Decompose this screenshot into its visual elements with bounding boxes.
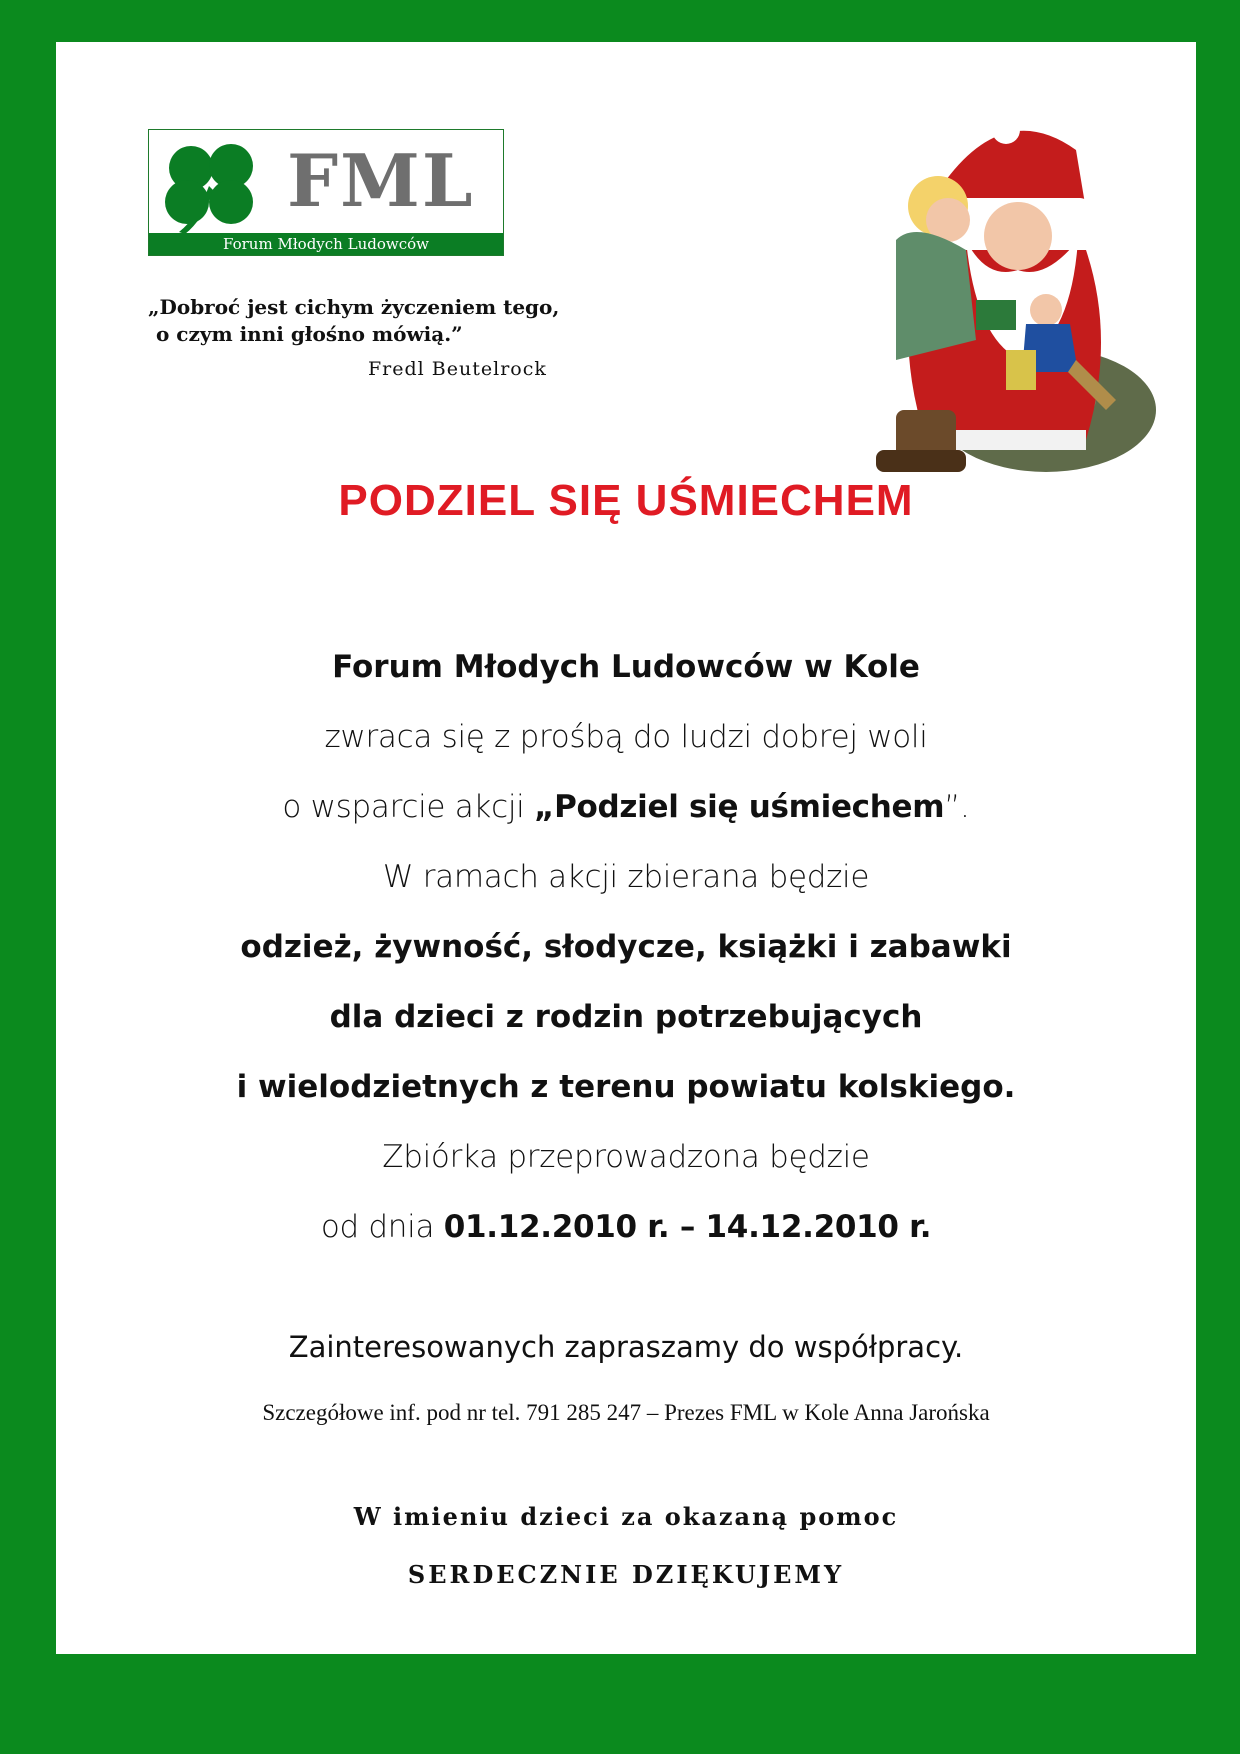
body-line-3 bbox=[56, 772, 1196, 842]
body-line-2: zwraca się z prośbą do ludzi dobrej woli bbox=[324, 719, 928, 755]
body-line-7: i wielodzietnych z terenu powiatu kolskiego. bbox=[236, 1069, 1016, 1105]
quote-line-1: „Dobroć jest cichym życzeniem tego, bbox=[148, 295, 560, 319]
body-line-5: odzież, żywność, słodycze, książki i zabawki bbox=[240, 929, 1012, 965]
body-line-3-post: ”. bbox=[944, 789, 970, 825]
clover-icon bbox=[157, 138, 267, 234]
appeal-text bbox=[56, 632, 1196, 1262]
body-line-4: W ramach akcji zbierana będzie bbox=[382, 859, 870, 895]
body-line-3-action: „Podziel się uśmiechem bbox=[534, 789, 945, 825]
body-line-9 bbox=[56, 1192, 1196, 1262]
quote bbox=[148, 294, 668, 348]
santa-illustration bbox=[856, 110, 1196, 490]
contact-details: Szczegółowe inf. pod nr tel. 791 285 247 – Prezes FML w Kole Anna Jarońska bbox=[262, 1400, 990, 1425]
thanks-line-2: SERDECZNIE DZIĘKUJEMY bbox=[407, 1560, 845, 1589]
headline: PODZIEL SIĘ UŚMIECHEM bbox=[338, 476, 914, 525]
thanks-line-1: W imieniu dzieci za okazaną pomoc bbox=[353, 1502, 899, 1531]
body-line-9-pre: od dnia bbox=[320, 1209, 444, 1245]
logo-name: Forum Młodych Ludowców bbox=[149, 233, 503, 255]
body-org: Forum Młodych Ludowców w Kole bbox=[332, 649, 920, 685]
fml-logo bbox=[148, 129, 504, 256]
body-line-3-pre: o wsparcie akcji bbox=[282, 789, 535, 825]
poster-page bbox=[56, 42, 1196, 1654]
body-line-6: dla dzieci z rodzin potrzebujących bbox=[329, 999, 923, 1035]
quote-line-2: o czym inni głośno mówią.” bbox=[156, 322, 463, 346]
body-line-8: Zbiórka przeprowadzona będzie bbox=[382, 1139, 870, 1175]
logo-acronym: FML bbox=[287, 138, 475, 223]
quote-author: Fredl Beutelrock bbox=[368, 358, 547, 380]
invite-text: Zainteresowanych zapraszamy do współpracy. bbox=[288, 1330, 964, 1364]
body-date-range: 01.12.2010 r. – 14.12.2010 r. bbox=[443, 1209, 932, 1245]
